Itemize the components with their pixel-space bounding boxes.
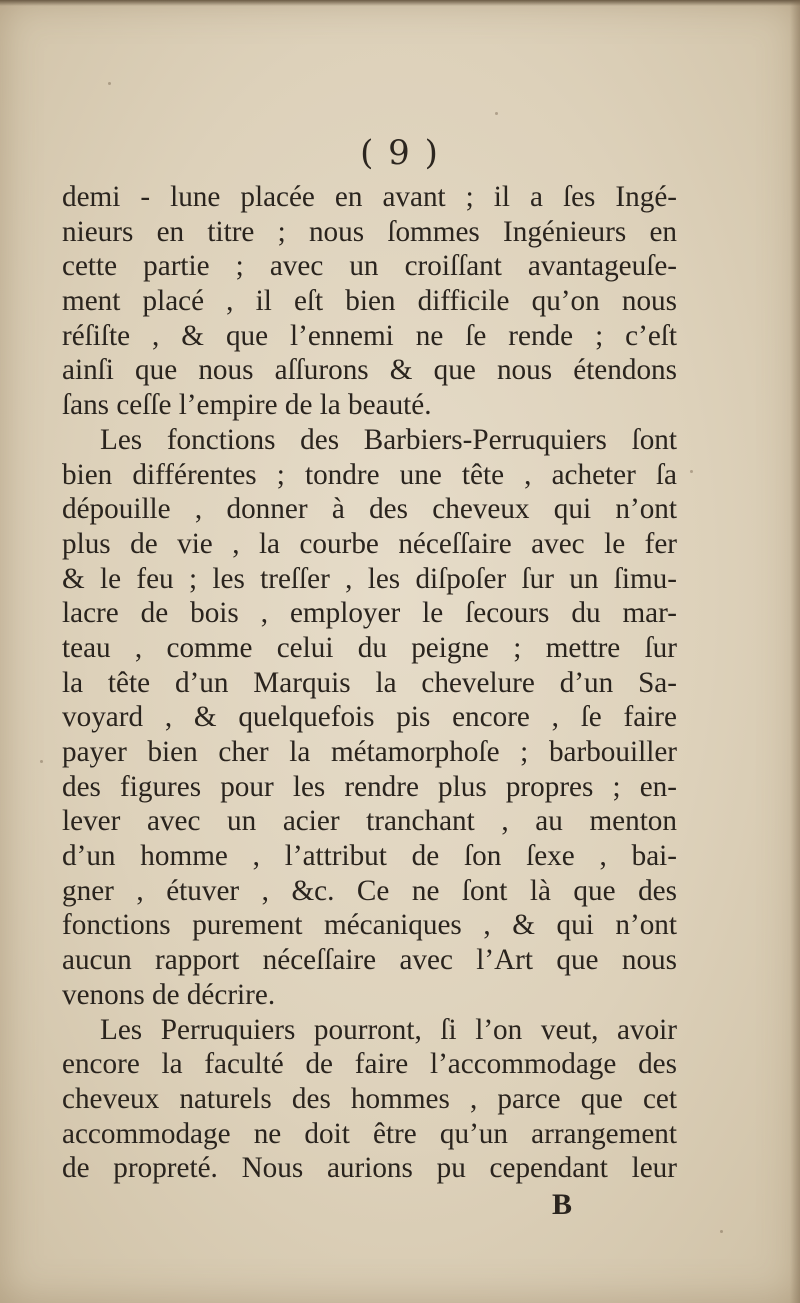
paragraph-start-line: Les fonctions des Barbiers-Perruquiers ſont	[100, 423, 677, 456]
text-line: voyard , & quelquefois pis encore , ſe faire	[62, 701, 677, 734]
text-line: bien différentes ; tondre une tête , acheter ſa	[62, 458, 677, 491]
text-line: teau , comme celui du peigne ; mettre ſur	[62, 631, 677, 664]
page-top-edge	[0, 0, 800, 6]
signature-mark: B	[552, 1188, 573, 1221]
text-line: la tête d’un Marquis la chevelure d’un Sa-	[62, 666, 677, 699]
text-line: d’un homme , l’attribut de ſon ſexe , bai-	[62, 840, 677, 873]
body-text	[62, 180, 677, 1186]
page-right-edge	[790, 0, 800, 1303]
text-line: ment placé , il eſt bien difficile qu’on nous	[62, 285, 677, 318]
text-line: plus de vie , la courbe néceſſaire avec le fer	[62, 527, 677, 560]
text-line: réſiſte , & que l’ennemi ne ſe rende ; c’eſt	[62, 319, 677, 352]
page-number: ( 9 )	[360, 133, 440, 173]
paper-speck	[690, 470, 693, 473]
text-line: de propreté. Nous aurions pu cependant leur	[62, 1152, 677, 1185]
paper-speck	[108, 82, 111, 85]
paragraph-start-line: Les Perruquiers pourront, ſi l’on veut, avoir	[100, 1013, 677, 1046]
text-line: lever avec un acier tranchant , au menton	[62, 805, 677, 838]
text-line: cette partie ; avec un croiſſant avantageuſe-	[62, 250, 677, 283]
text-line: nieurs en titre ; nous ſommes Ingénieurs en	[62, 215, 677, 248]
text-line: payer bien cher la métamorphoſe ; barbouiller	[62, 736, 677, 768]
text-line: demi - lune placée en avant ; il a ſes Ingé-	[62, 181, 677, 213]
text-line: fonctions purement mécaniques , & qui n’ont	[62, 909, 677, 942]
text-line: accommodage ne doit être qu’un arrangement	[62, 1117, 677, 1150]
text-line: des figures pour les rendre plus propres ; en-	[62, 770, 677, 803]
text-line: ſans ceſſe l’empire de la beauté.	[62, 389, 432, 422]
text-line: venons de décrire.	[62, 978, 276, 1011]
paper-speck	[495, 112, 498, 115]
text-line: lacre de bois , employer le ſecours du mar-	[62, 597, 677, 630]
text-line: & le feu ; les treſſer , les diſpoſer ſur un ſimu-	[62, 562, 677, 595]
paper-speck	[720, 1230, 723, 1233]
text-line: aucun rapport néceſſaire avec l’Art que nous	[62, 944, 677, 977]
text-line: dépouille , donner à des cheveux qui n’ont	[62, 493, 677, 526]
text-line: cheveux naturels des hommes , parce que cet	[62, 1082, 677, 1115]
text-line: encore la faculté de faire l’accommodage des	[62, 1048, 677, 1081]
text-line: ainſi que nous aſſurons & que nous étendons	[62, 354, 677, 387]
paper-speck	[40, 760, 43, 763]
text-line: gner , étuver , &c. Ce ne ſont là que des	[62, 874, 677, 907]
